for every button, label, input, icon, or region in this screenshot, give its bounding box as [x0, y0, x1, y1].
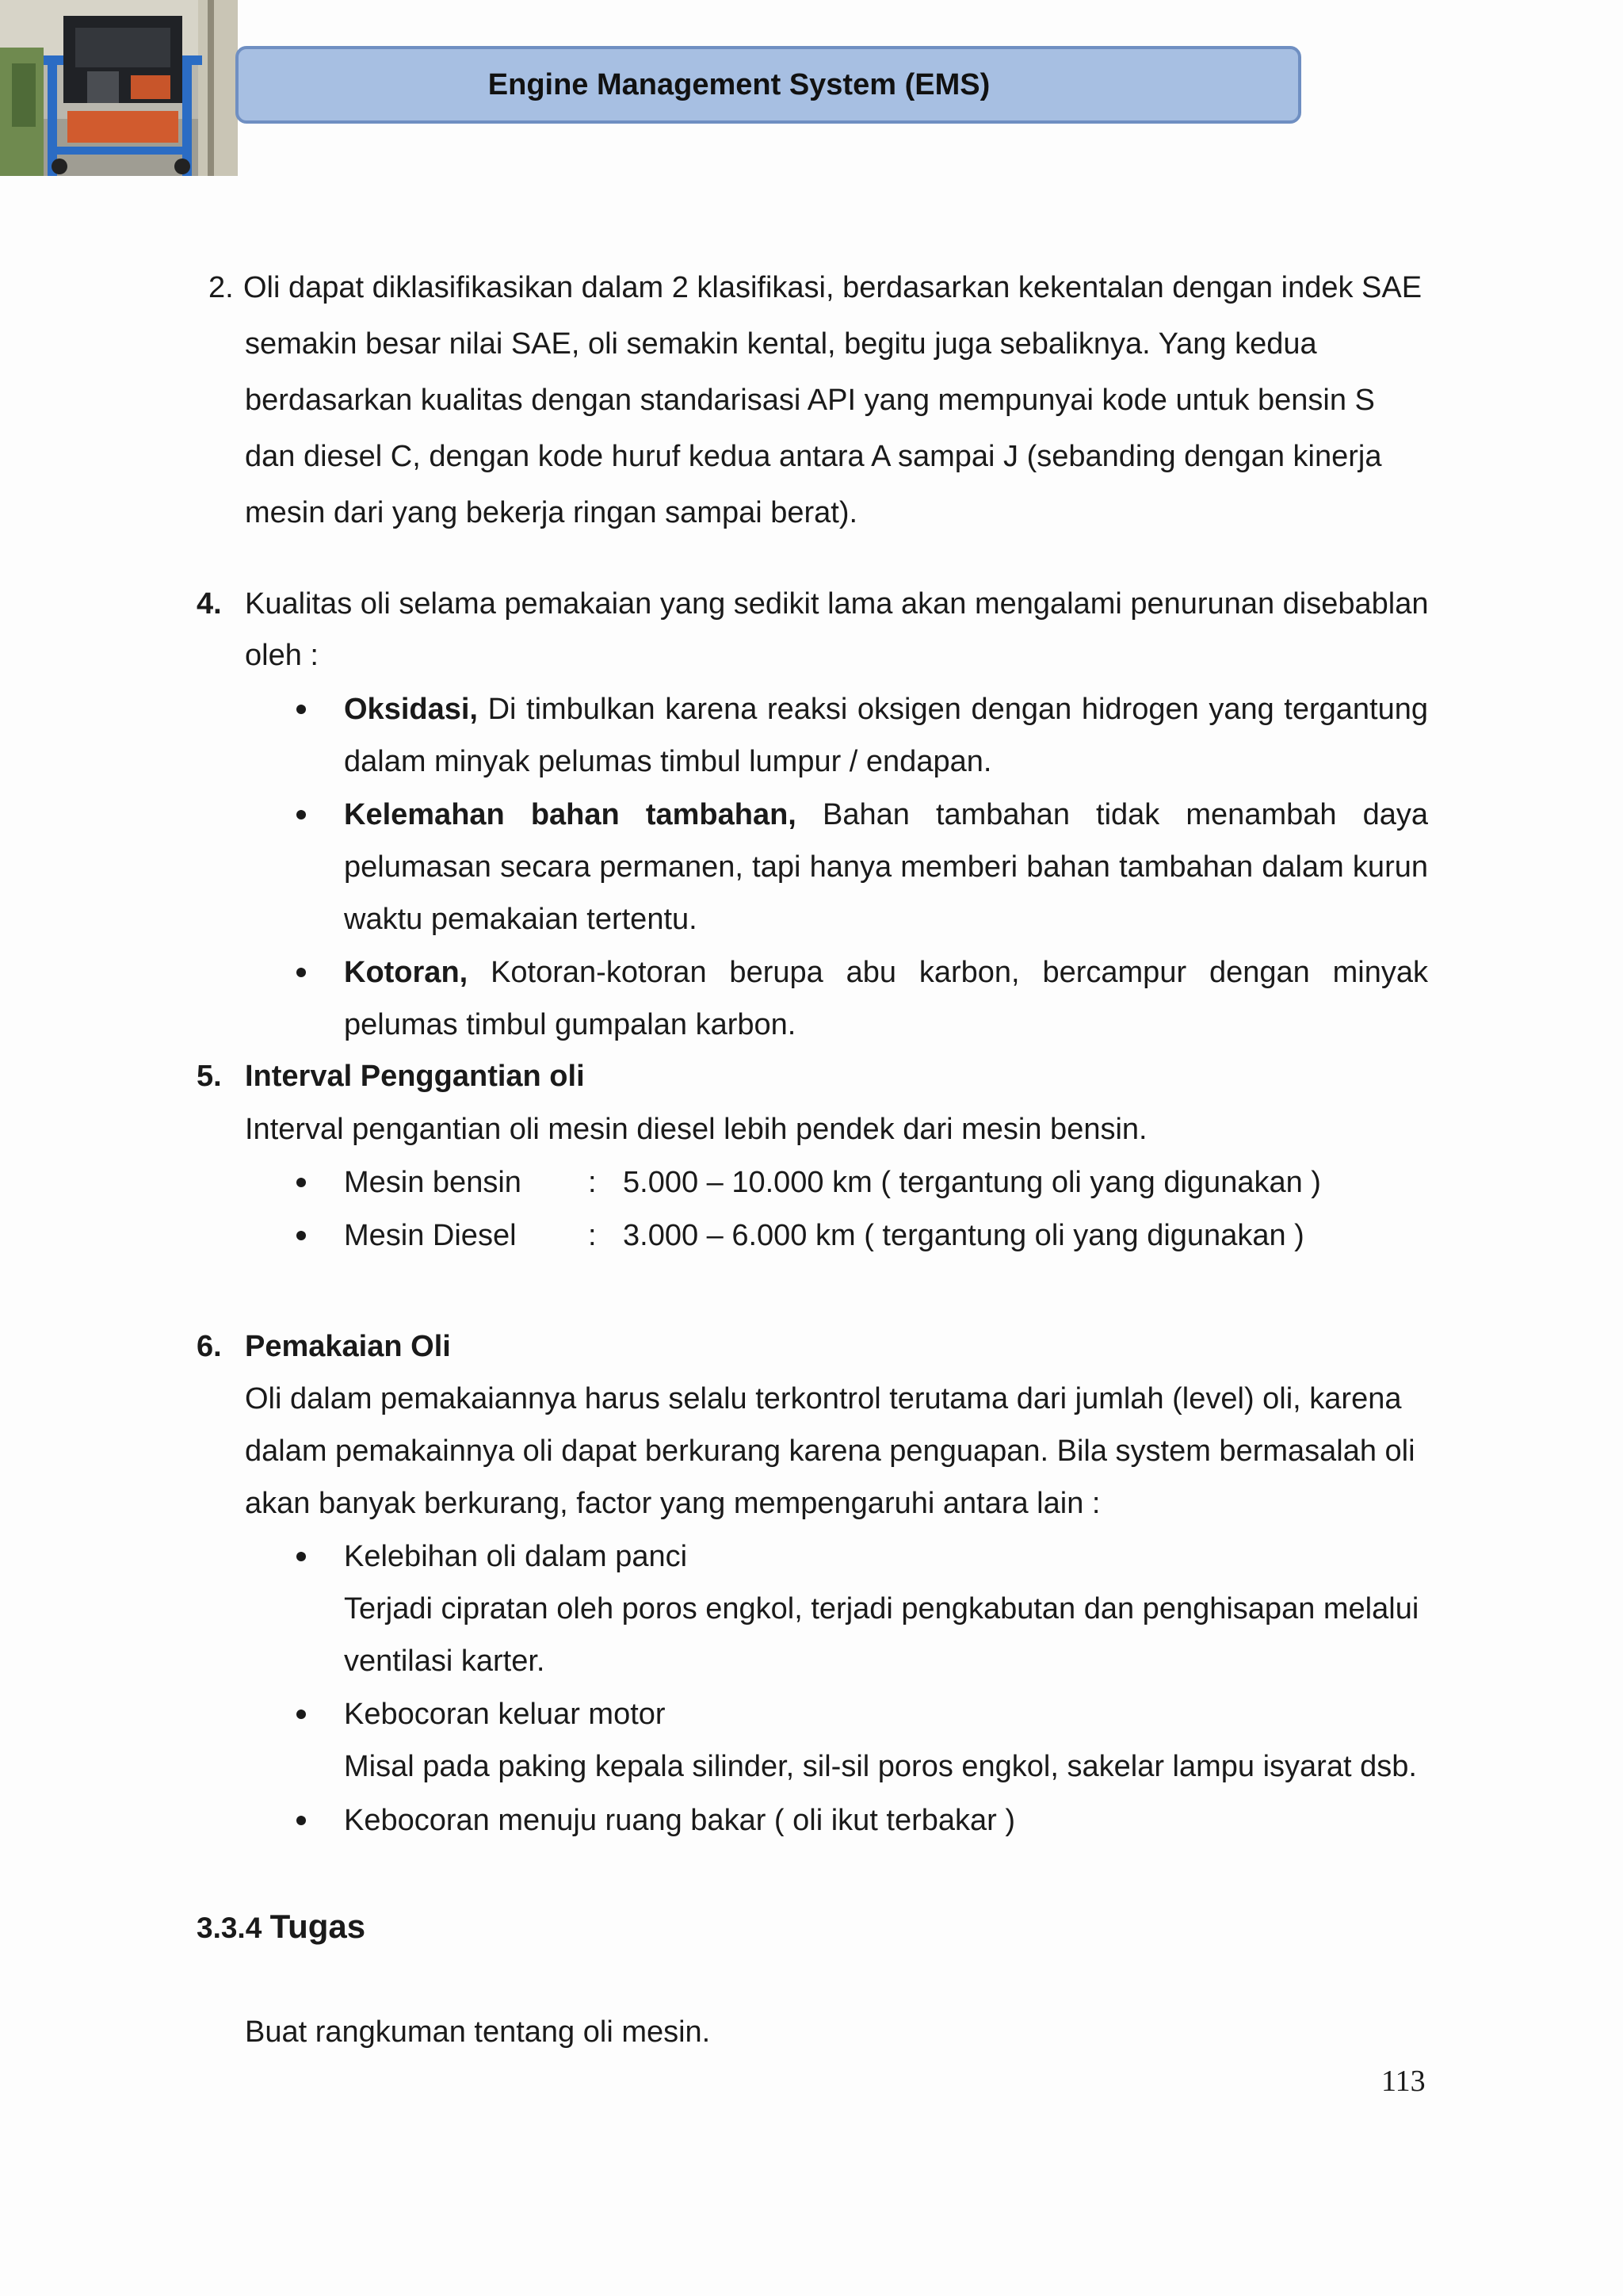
bullet-text: Bahan tambahan tidak menambah daya	[822, 798, 1428, 831]
header-title: Engine Management System (EMS)	[487, 67, 991, 101]
section-title: Tugas	[269, 1908, 366, 1945]
interval-value: 3.000 – 6.000 km ( tergantung oli yang digunakan )	[623, 1219, 1304, 1252]
item-2-line: Oli dapat diklasifikasikan dalam 2 klasifikasi, berdasarkan kekentalan dengan indek SAE	[243, 271, 1423, 304]
term-kotoran: Kotoran,	[344, 956, 468, 989]
bullet-text: Kotoran-kotoran berupa abu karbon, bercampur dengan minyak	[491, 956, 1428, 989]
interval-value: 5.000 – 10.000 km ( tergantung oli yang digunakan )	[623, 1166, 1321, 1199]
cause-title: Kelebihan oli dalam panci	[344, 1540, 688, 1573]
bullet-icon	[296, 1231, 306, 1240]
section-heading	[197, 1908, 365, 1946]
bullet-kotoran	[344, 954, 1428, 991]
cause-text: Terjadi cipratan oleh poros engkol, terjadi pengkabutan dan penghisapan melalui	[344, 1592, 1419, 1626]
item-5-intro: Interval pengantian oli mesin diesel lebih pendek dari mesin bensin.	[245, 1113, 1148, 1146]
bullet-text: pelumasan secara permanen, tapi hanya memberi bahan tambahan dalam kurun	[344, 850, 1428, 884]
item-2-line: dan diesel C, dengan kode huruf kedua antara A sampai J (sebanding dengan kinerja	[245, 440, 1382, 473]
item-6-number: 6.	[197, 1330, 222, 1363]
bullet-icon	[296, 1816, 306, 1825]
bullet-icon	[296, 1178, 306, 1187]
term-kelemahan: Kelemahan bahan tambahan,	[344, 798, 796, 831]
cause-text: ventilasi karter.	[344, 1645, 545, 1678]
item-6-line: akan banyak berkurang, factor yang mempengaruhi antara lain :	[245, 1487, 1101, 1520]
bullet-icon	[296, 810, 306, 819]
item-4-line: Kualitas oli selama pemakaian yang sedikit lama akan mengalami penurunan disebablan	[245, 587, 1429, 621]
item-6-line: dalam pemakainnya oli dapat berkurang karena penguapan. Bila system bermasalah oli	[245, 1435, 1415, 1468]
item-4-number: 4.	[197, 587, 222, 621]
bullet-text: pelumas timbul gumpalan karbon.	[344, 1008, 796, 1041]
item-5-number: 5.	[197, 1060, 222, 1093]
item-2-line: semakin besar nilai SAE, oli semakin kental, begitu juga sebaliknya. Yang kedua	[245, 327, 1317, 361]
item-2-number: 2.	[208, 271, 234, 304]
bullet-text: dalam minyak pelumas timbul lumpur / endapan.	[344, 745, 992, 778]
cause-text: Misal pada paking kepala silinder, sil-sil poros engkol, sakelar lampu isyarat dsb.	[344, 1750, 1417, 1783]
bullet-kelemahan	[344, 797, 1428, 833]
interval-separator: :	[588, 1219, 597, 1252]
interval-label: Mesin bensin	[344, 1166, 521, 1199]
section-text: Buat rangkuman tentang oli mesin.	[245, 2015, 711, 2049]
bullet-text: waktu pemakaian tertentu.	[344, 903, 697, 936]
item-2-line: mesin dari yang bekerja ringan sampai berat).	[245, 496, 858, 529]
bullet-icon	[296, 1552, 306, 1561]
bullet-oksidasi	[344, 691, 1428, 728]
item-4-line: oleh :	[245, 639, 319, 672]
bullet-icon	[296, 968, 306, 977]
item-5-title: Interval Penggantian oli	[245, 1060, 585, 1093]
interval-separator: :	[588, 1166, 597, 1199]
bullet-text: Di timbulkan karena reaksi oksigen dengan hidrogen yang tergantung	[487, 693, 1428, 726]
item-2-line: berdasarkan kualitas dengan standarisasi API yang mempunyai kode untuk bensin S	[245, 384, 1375, 417]
bullet-icon	[296, 1710, 306, 1719]
cause-title: Kebocoran menuju ruang bakar ( oli ikut terbakar )	[344, 1804, 1016, 1837]
cause-title: Kebocoran keluar motor	[344, 1698, 666, 1731]
section-number: 3.3.4	[197, 1912, 262, 1944]
term-oksidasi: Oksidasi,	[344, 693, 478, 726]
item-6-line: Oli dalam pemakaiannya harus selalu terkontrol terutama dari jumlah (level) oli, karena	[245, 1382, 1402, 1415]
bullet-icon	[296, 705, 306, 714]
item-6-title: Pemakaian Oli	[245, 1330, 451, 1363]
page-number: 113	[1381, 2065, 1426, 2098]
interval-label: Mesin Diesel	[344, 1219, 517, 1252]
